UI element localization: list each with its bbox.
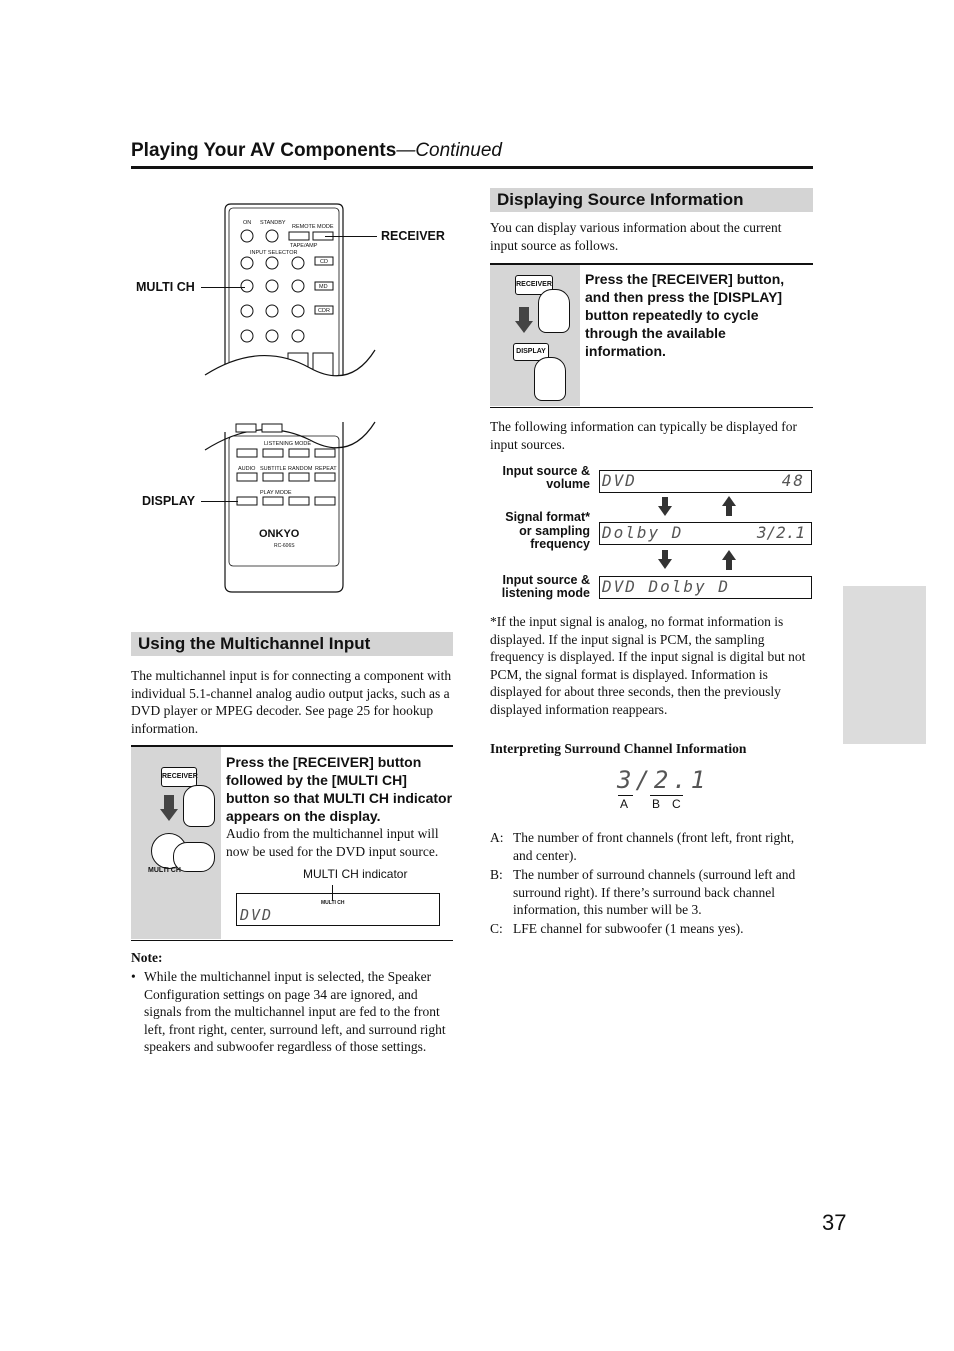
receiver-key-icon: RECEIVER: [161, 767, 197, 787]
item-text-a: The number of front channels (front left, front right, and center).: [513, 830, 795, 863]
item-text-c: LFE channel for subwoofer (1 means yes).: [513, 921, 744, 936]
svg-text:ONKYO: ONKYO: [259, 528, 300, 540]
down-arrowhead-icon: [658, 506, 672, 516]
abc-label-a: A: [620, 797, 629, 811]
receiver-key-icon: RECEIVER: [515, 275, 553, 295]
row-label-signal-format: Signal format* or sampling frequency: [505, 510, 590, 551]
lcd-source: DVD: [602, 471, 637, 490]
page-header: [131, 140, 502, 162]
down-arrowhead-icon: [515, 321, 533, 333]
label-display: DISPLAY: [142, 494, 196, 508]
up-arrow-icon: [726, 559, 732, 570]
svg-text:AUDIO: AUDIO: [238, 466, 256, 472]
remote-illustration: [200, 200, 470, 600]
multi-ch-indicator-label: MULTI CH indicator: [303, 867, 408, 881]
step-icon-panel: [490, 265, 580, 406]
note-text: While the multichannel input is selected, the Speaker Configuration settings on page 34 are ignored, and signals from the multichannel input are fed to the front left, front right, center, surround left, and surround right speakers and subwoofer regardless of those settings.: [144, 969, 446, 1055]
step-icon-panel: [131, 747, 221, 939]
hand-pointer-icon-2: [534, 357, 566, 401]
svg-text:MD: MD: [319, 284, 328, 290]
label-receiver: RECEIVER: [381, 229, 445, 243]
row-label-listening-mode: Input source & listening mode: [501, 573, 590, 600]
display-info-footnote: *If the input signal is analog, no format information is displayed. If the input signal is PCM, the sampling frequency is displayed. If the input signal is digital but not PCM, the signal format is displayed. Information is displayed for about three seconds, then the previously displayed information reappears.: [490, 614, 806, 717]
lcd-input-volume: [599, 470, 812, 493]
svg-text:ON: ON: [243, 220, 252, 226]
page-number: 37: [822, 1210, 847, 1235]
label-multi-ch: MULTI CH: [136, 280, 195, 294]
lcd-multi-ch-indicator: MULTI CH: [321, 900, 345, 906]
header-title: Playing Your AV Components: [131, 140, 397, 161]
svg-text:RC-606S: RC-606S: [274, 543, 295, 549]
svg-text:STANDBY: STANDBY: [260, 220, 286, 226]
header-continued: —Continued: [396, 140, 502, 161]
lcd-format: Dolby D: [602, 523, 684, 542]
svg-text:CD: CD: [320, 259, 328, 265]
display-info-step-instruction: Press the [RECEIVER] button, and then press the [DISPLAY] button repeatedly to cycle through the available information.: [585, 271, 785, 359]
svg-text:PLAY MODE: PLAY MODE: [260, 490, 292, 496]
surround-underline-a: [618, 795, 633, 796]
lcd-signal-format: [599, 522, 812, 545]
item-key-c: C:: [490, 921, 503, 936]
row-label-input-volume: Input source & volume: [502, 464, 590, 491]
multichannel-step-instruction: Press the [RECEIVER] button followed by the [MULTI CH] button so that MULTI CH indicator appears on the display.: [226, 754, 453, 824]
display-info-intro: You can display various information about the current input source as follows.: [490, 220, 782, 253]
display-info-step: [490, 263, 813, 408]
note-bullet: •: [131, 969, 136, 984]
svg-text:REMOTE MODE: REMOTE MODE: [292, 224, 334, 230]
lcd-volume: 48: [781, 471, 805, 490]
svg-text:REPEAT: REPEAT: [315, 466, 337, 472]
abc-label-b: B: [652, 797, 661, 811]
leader-multi-ch: [201, 287, 245, 288]
lcd-listening-mode: [599, 576, 812, 599]
display-key-icon: DISPLAY: [513, 343, 549, 361]
header-rule: [131, 166, 813, 169]
lcd-channels: 3/2.1: [747, 523, 805, 542]
multichannel-heading: Using the Multichannel Input: [131, 632, 453, 656]
hand-pointer-icon: [183, 785, 215, 827]
surround-lcd: 3/2.1: [617, 766, 710, 794]
down-arrowhead-icon: [658, 559, 672, 569]
item-key-b: B:: [490, 867, 503, 882]
side-tab: [843, 586, 926, 744]
item-key-a: A:: [490, 830, 504, 845]
display-info-heading: Displaying Source Information: [490, 188, 813, 212]
svg-text:TAPE/AMP: TAPE/AMP: [290, 243, 318, 249]
item-text-b: The number of surround channels (surround left and surround right). If there’s surround back channel information, this number will be 3.: [513, 867, 796, 918]
svg-text:SUBTITLE: SUBTITLE: [260, 466, 287, 472]
leader-receiver: [325, 236, 377, 237]
leader-display: [201, 501, 238, 502]
surround-underline-bc: [650, 795, 683, 796]
multi-ch-key-label: MULTI CH: [148, 867, 181, 874]
interpret-heading: Interpreting Surround Channel Information: [490, 741, 747, 756]
multichannel-step: [131, 745, 453, 941]
multichannel-step-text: Audio from the multichannel input will now be used for the DVD input source.: [226, 826, 439, 859]
note-heading: Note:: [131, 950, 163, 965]
svg-text:CDR: CDR: [318, 308, 330, 314]
abc-label-c: C: [672, 797, 681, 811]
lcd-source-text: DVD: [240, 906, 274, 924]
hand-pointer-icon: [538, 289, 570, 333]
down-arrowhead-icon: [160, 809, 178, 821]
svg-text:LISTENING MODE: LISTENING MODE: [264, 441, 312, 447]
up-arrow-icon: [726, 505, 732, 516]
svg-text:RANDOM: RANDOM: [288, 466, 313, 472]
multichannel-lcd: [236, 893, 440, 926]
display-info-following: The following information can typically be displayed for input sources.: [490, 419, 798, 452]
svg-text:INPUT SELECTOR: INPUT SELECTOR: [250, 250, 298, 256]
multichannel-intro: The multichannel input is for connecting a component with individual 5.1-channel analog audio output jacks, such as a DVD player or MPEG decoder. See page 25 for hookup information.: [131, 668, 452, 736]
lcd-source-mode: DVD Dolby D: [602, 577, 730, 596]
